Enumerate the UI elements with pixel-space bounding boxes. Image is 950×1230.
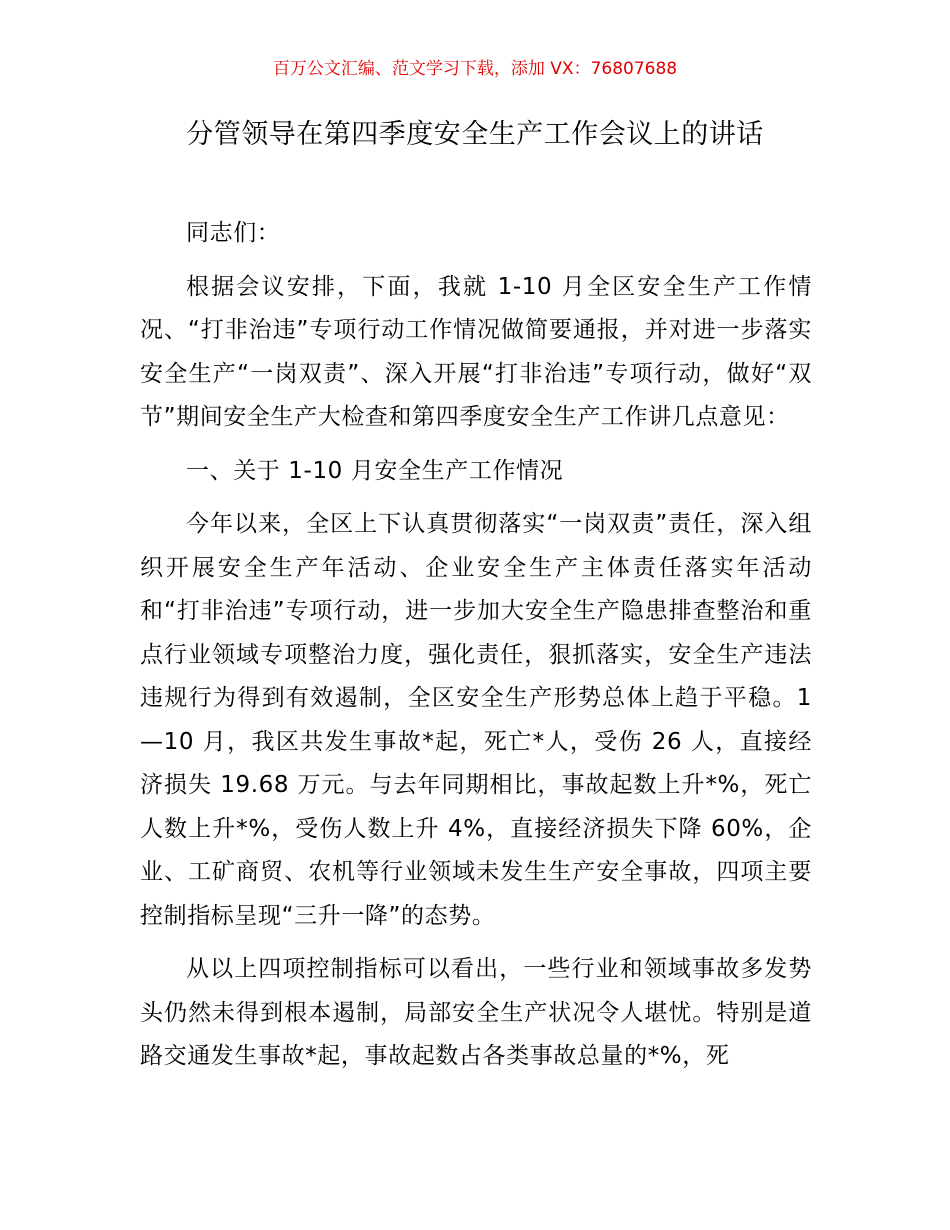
document-title: 分管领导在第四季度安全生产工作会议上的讲话 [186, 119, 764, 150]
paragraph-analysis: 从以上四项控制指标可以看出，一些行业和领域事故多发势头仍然未得到根本遏制，局部安全生产状况令人堪忧。特别是道路交通发生事故*起，事故起数占各类事故总量的*%，死 [140, 956, 812, 1069]
document-body [140, 212, 812, 1079]
section-heading-1: 一、关于 1-10 月安全生产工作情况 [186, 457, 564, 484]
salutation: 同志们： [186, 220, 281, 246]
paragraph-intro: 根据会议安排，下面，我就 1-10 月全区安全生产工作情况、“打非治违”专项行动工作情况做简要通报，并对进一步落实安全生产“一岗双责”、深入开展“打非治违”专项行动，做好“双节”期间安全生产大检查和第四季度安全生产工作讲几点意见： [140, 273, 812, 430]
header-note: 百万公文汇编、范文学习下载，添加 VX：76807688 [272, 59, 678, 79]
paragraph-situation: 今年以来，全区上下认真贯彻落实“一岗双责”责任，深入组织开展安全生产年活动、企业安全生产主体责任落实年活动和“打非治违”专项行动，进一步加大安全生产隐患排查整治和重点行业领域专项整治力度，强化责任，狠抓落实，安全生产违法违规行为得到有效遏制，全区安全生产形势总体上趋于平稳。1—10 月，我区共发生事故*起，死亡*人，受伤 26 人，直接经济损失 19.68 万元。与去年同期相比，事故起数上升*%，死亡人数上升*%，受伤人数上升 4%，直接经济损失下降 60%，企业、工矿商贸、农机等行业领域未发生生产安全事故，四项主要控制指标呈现“三升一降”的态势。 [140, 511, 812, 929]
